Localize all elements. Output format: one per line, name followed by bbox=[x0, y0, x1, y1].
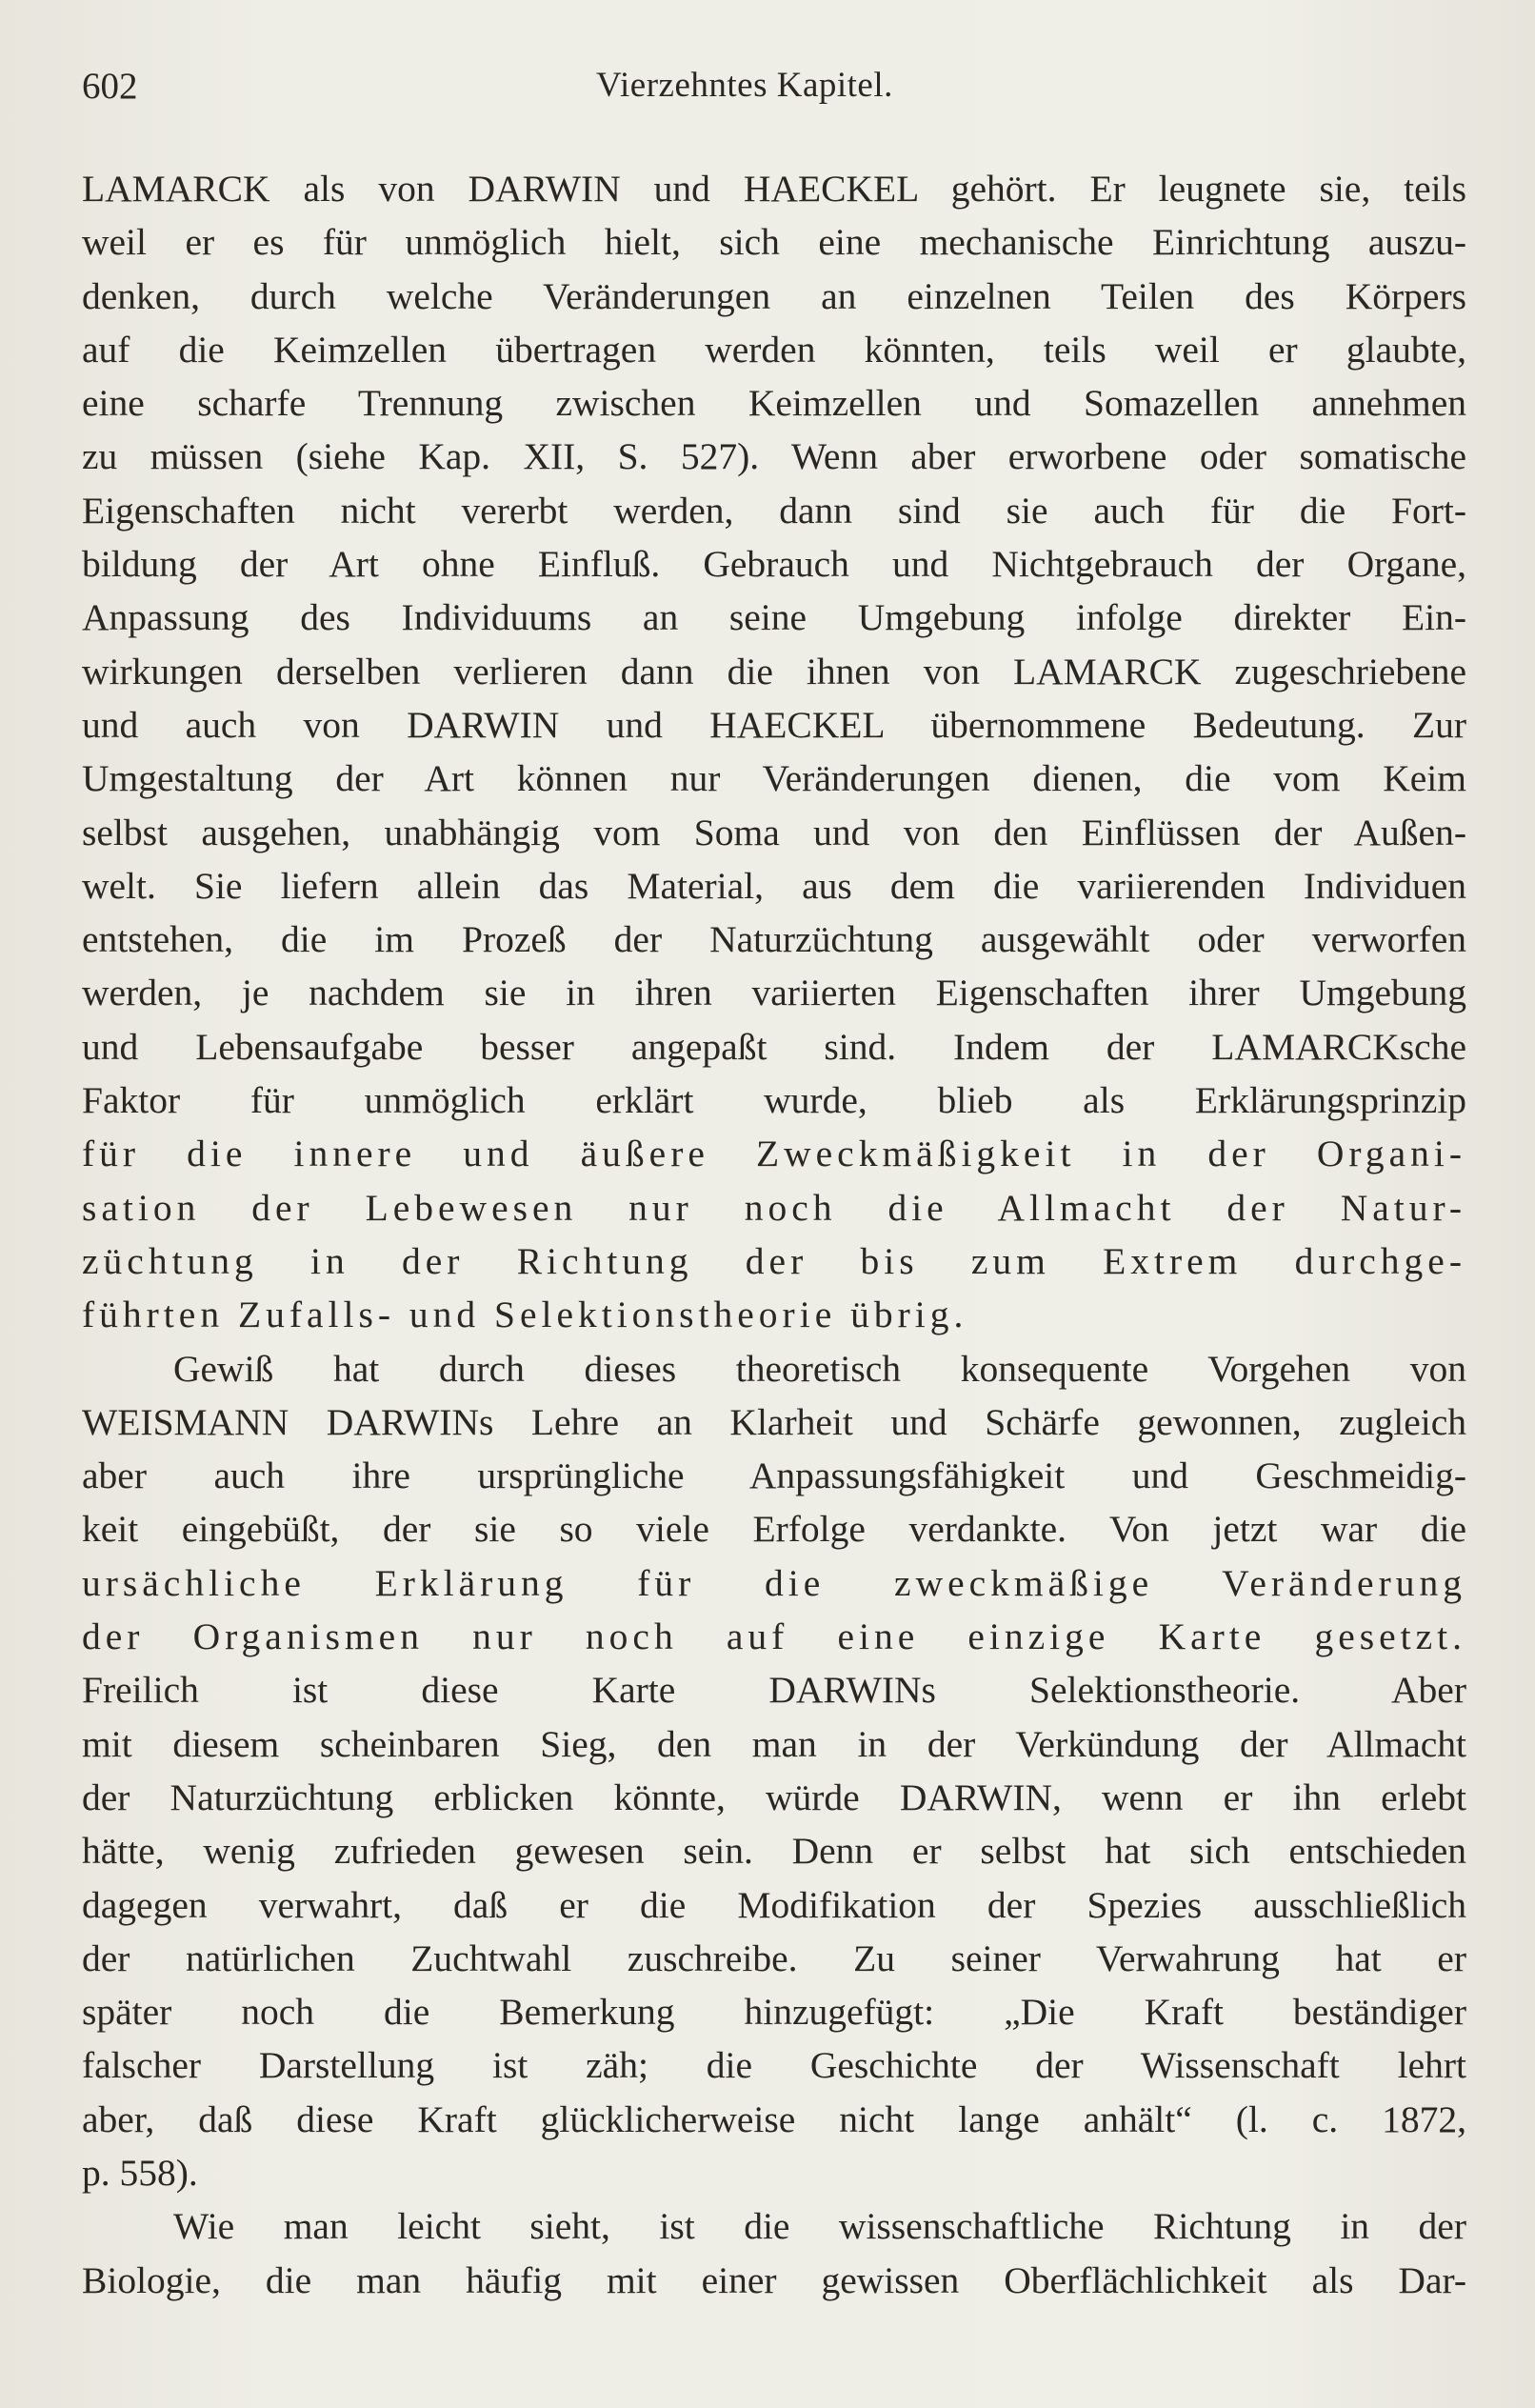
text-line: der natürlichen Zuchtwahl zuschreibe. Zu seiner Verwahrung hat er bbox=[82, 1936, 1466, 1979]
text-line: Anpassung des Individuums an seine Umgebung infolge direkter Ein- bbox=[82, 596, 1466, 639]
text-line: selbst ausgehen, unabhängig vom Soma und von den Einflüssen der Außen- bbox=[82, 811, 1466, 853]
text-line: der Naturzüchtung erblicken könnte, würde DARWIN, wenn er ihn erlebt bbox=[82, 1776, 1466, 1818]
text-line: für die innere und äußere Zweckmäßigkeit in der Organi- bbox=[82, 1133, 1466, 1175]
text-line: wirkungen derselben verlieren dann die ihnen von LAMARCK zugeschriebene bbox=[82, 650, 1466, 692]
text-line: entstehen, die im Prozeß der Naturzüchtung ausgewählt oder verworfen bbox=[82, 918, 1466, 961]
text-line: Freilich ist diese Karte DARWINs Selektionstheorie. Aber bbox=[82, 1669, 1466, 1712]
text-line: werden, je nachdem sie in ihren variierten Eigenschaften ihrer Umgebung bbox=[82, 972, 1466, 1014]
text-line: führten Zufalls- und Selektionstheorie übrig. bbox=[82, 1294, 968, 1336]
body-text bbox=[82, 162, 1466, 2307]
text-line: Wie man leicht sieht, ist die wissenschaftliche Richtung in der bbox=[173, 2205, 1466, 2248]
text-line: dagegen verwahrt, daß er die Modifikation der Spezies ausschließlich bbox=[82, 1883, 1466, 1926]
text-line: LAMARCK als von DARWIN und HAECKEL gehört. Er leugnete sie, teils bbox=[82, 168, 1466, 210]
text-line: Gewiß hat durch dieses theoretisch konsequente Vorgehen von bbox=[173, 1347, 1466, 1390]
text-line: mit diesem scheinbaren Sieg, den man in der Verkündung der Allmacht bbox=[82, 1722, 1466, 1765]
page-header bbox=[82, 57, 1472, 114]
text-line: Umgestaltung der Art können nur Veränderungen dienen, die vom Keim bbox=[82, 757, 1466, 800]
text-line: hätte, wenig zufrieden gewesen sein. Denn er selbst hat sich entschieden bbox=[82, 1830, 1466, 1873]
text-line: Eigenschaften nicht vererbt werden, dann sind sie auch für die Fort- bbox=[82, 489, 1466, 532]
text-line: Faktor für unmöglich erklärt wurde, blieb als Erklärungsprinzip bbox=[82, 1079, 1466, 1122]
text-line: aber auch ihre ursprüngliche Anpassungsfähigkeit und Geschmeidig- bbox=[82, 1455, 1466, 1497]
running-head: Vierzehntes Kapitel. bbox=[596, 66, 893, 105]
text-line: WEISMANN DARWINs Lehre an Klarheit und Schärfe gewonnen, zugleich bbox=[82, 1400, 1466, 1443]
text-line: p. 558). bbox=[82, 2151, 198, 2194]
text-line: ursächliche Erklärung für die zweckmäßige Veränderung bbox=[82, 1561, 1466, 1604]
text-line: bildung der Art ohne Einfluß. Gebrauch und Nichtgebrauch der Organe, bbox=[82, 543, 1466, 586]
text-line: der Organismen nur noch auf eine einzige Karte gesetzt. bbox=[82, 1615, 1466, 1658]
text-line: und auch von DARWIN und HAECKEL übernommene Bedeutung. Zur bbox=[82, 703, 1466, 746]
text-line: züchtung in der Richtung der bis zum Extrem durchge- bbox=[82, 1239, 1466, 1282]
page-number: 602 bbox=[82, 66, 138, 107]
text-line: später noch die Bemerkung hinzugefügt: „Die Kraft beständiger bbox=[82, 1991, 1466, 2034]
text-line: weil er es für unmöglich hielt, sich eine mechanische Einrichtung auszu- bbox=[82, 221, 1466, 264]
text-line: zu müssen (siehe Kap. XII, S. 527). Wenn aber erworbene oder somatische bbox=[82, 435, 1466, 478]
text-line: Biologie, die man häufig mit einer gewissen Oberflächlichkeit als Dar- bbox=[82, 2258, 1466, 2301]
text-line: falscher Darstellung ist zäh; die Geschichte der Wissenschaft lehrt bbox=[82, 2044, 1466, 2087]
text-line: denken, durch welche Veränderungen an einzelnen Teilen des Körpers bbox=[82, 274, 1466, 317]
text-line: auf die Keimzellen übertragen werden könnten, teils weil er glaubte, bbox=[82, 328, 1466, 371]
text-line: sation der Lebewesen nur noch die Allmacht der Natur- bbox=[82, 1186, 1466, 1229]
text-line: welt. Sie liefern allein das Material, aus dem die variierenden Individuen bbox=[82, 864, 1466, 907]
text-line: und Lebensaufgabe besser angepaßt sind. Indem der LAMARCKsche bbox=[82, 1025, 1466, 1068]
text-line: aber, daß diese Kraft glücklicherweise nicht lange anhält“ (l. c. 1872, bbox=[82, 2097, 1466, 2140]
text-line: eine scharfe Trennung zwischen Keimzellen und Somazellen annehmen bbox=[82, 382, 1466, 425]
text-line: keit eingebüßt, der sie so viele Erfolge verdankte. Von jetzt war die bbox=[82, 1508, 1466, 1551]
